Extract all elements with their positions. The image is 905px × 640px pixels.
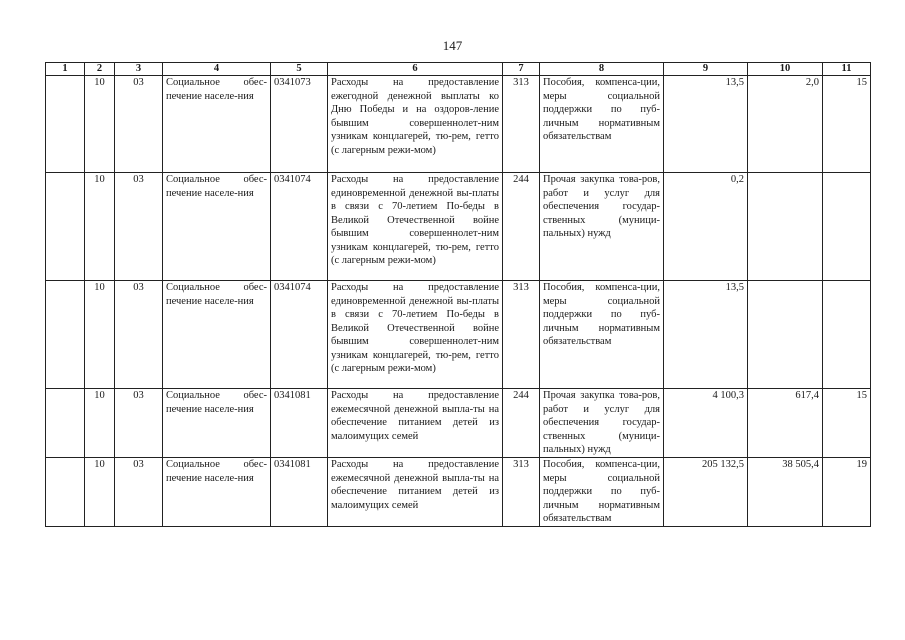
cell-empty (46, 389, 85, 458)
cell-subsection: 03 (115, 389, 163, 458)
cell-code: 15 (823, 76, 871, 173)
table-row (46, 76, 871, 173)
col-header-11: 11 (823, 63, 871, 76)
cell-subsection: 03 (115, 458, 163, 527)
cell-expense-name: Прочая закупка това-ров, работ и услуг для обеспечения государ-ственных (муници-пальных) нужд (540, 173, 664, 281)
col-header-7: 7 (503, 63, 540, 76)
cell-target-code: 0341073 (271, 76, 328, 173)
col-header-6: 6 (328, 63, 503, 76)
cell-section: 10 (85, 76, 115, 173)
cell-expense-name: Пособия, компенса-ции, меры социальной поддержки по пуб-личным нормативным обязательствам (540, 76, 664, 173)
cell-section-name: Социальное обес-печение населе-ния (163, 76, 271, 173)
cell-target-code: 0341081 (271, 389, 328, 458)
cell-code: 19 (823, 458, 871, 527)
cell-section: 10 (85, 173, 115, 281)
cell-target-code: 0341074 (271, 281, 328, 389)
cell-section: 10 (85, 281, 115, 389)
table-header-row (46, 63, 871, 76)
cell-amount: 205 132,5 (664, 458, 748, 527)
cell-expense-name: Прочая закупка това-ров, работ и услуг для обеспечения государ-ственных (муници-пальных) нужд (540, 389, 664, 458)
cell-code (823, 173, 871, 281)
cell-amount-2: 38 505,4 (748, 458, 823, 527)
cell-amount: 0,2 (664, 173, 748, 281)
cell-description: Расходы на предоставление единовременной денежной вы-платы в связи с 70-летием По-беды в Великой Отечественной войне бывшим совершеннолет-ним узникам концлагерей, тю-рем, гетто (с лагерным режи-мом) (328, 173, 503, 281)
cell-amount: 4 100,3 (664, 389, 748, 458)
col-header-2: 2 (85, 63, 115, 76)
cell-empty (46, 76, 85, 173)
col-header-9: 9 (664, 63, 748, 76)
cell-expense-type: 244 (503, 173, 540, 281)
cell-amount-2 (748, 281, 823, 389)
table-row (46, 389, 871, 458)
cell-description: Расходы на предоставление ежемесячной денежной выпла-ты на обеспечение питанием детей из малоимущих семей (328, 389, 503, 458)
cell-empty (46, 173, 85, 281)
col-header-1: 1 (46, 63, 85, 76)
cell-code: 15 (823, 389, 871, 458)
cell-expense-type: 244 (503, 389, 540, 458)
col-header-10: 10 (748, 63, 823, 76)
col-header-3: 3 (115, 63, 163, 76)
cell-amount: 13,5 (664, 281, 748, 389)
cell-section: 10 (85, 458, 115, 527)
cell-expense-type: 313 (503, 458, 540, 527)
cell-expense-type: 313 (503, 281, 540, 389)
cell-subsection: 03 (115, 173, 163, 281)
cell-code (823, 281, 871, 389)
cell-section-name: Социальное обес-печение населе-ния (163, 281, 271, 389)
cell-section-name: Социальное обес-печение населе-ния (163, 173, 271, 281)
col-header-4: 4 (163, 63, 271, 76)
cell-subsection: 03 (115, 281, 163, 389)
cell-empty (46, 458, 85, 527)
budget-table (45, 62, 871, 527)
page-number: 147 (442, 38, 463, 53)
cell-description: Расходы на предоставление ежемесячной денежной выпла-ты на обеспечение питанием детей из малоимущих семей (328, 458, 503, 527)
cell-empty (46, 281, 85, 389)
cell-expense-type: 313 (503, 76, 540, 173)
cell-amount: 13,5 (664, 76, 748, 173)
cell-expense-name: Пособия, компенса-ции, меры социальной поддержки по пуб-личным нормативным обязательствам (540, 458, 664, 527)
cell-section-name: Социальное обес-печение населе-ния (163, 389, 271, 458)
cell-expense-name: Пособия, компенса-ции, меры социальной поддержки по пуб-личным нормативным обязательствам (540, 281, 664, 389)
cell-description: Расходы на предоставление единовременной денежной вы-платы в связи с 70-летием По-беды в Великой Отечественной войне бывшим совершеннолет-ним узникам концлагерей, тю-рем, гетто (с лагерным режи-мом) (328, 281, 503, 389)
cell-section: 10 (85, 389, 115, 458)
cell-section-name: Социальное обес-печение населе-ния (163, 458, 271, 527)
col-header-5: 5 (271, 63, 328, 76)
col-header-8: 8 (540, 63, 664, 76)
table-row (46, 281, 871, 389)
cell-target-code: 0341074 (271, 173, 328, 281)
cell-amount-2: 617,4 (748, 389, 823, 458)
cell-description: Расходы на предоставление ежегодной денежной выплаты ко Дню Победы и на оздоров-ление бывшим совершеннолет-ним узникам концлагерей, тю-рем, гетто (с лагерным режи-мом) (328, 76, 503, 173)
table-row (46, 458, 871, 527)
cell-subsection: 03 (115, 76, 163, 173)
cell-amount-2 (748, 173, 823, 281)
cell-target-code: 0341081 (271, 458, 328, 527)
table-row (46, 173, 871, 281)
cell-amount-2: 2,0 (748, 76, 823, 173)
